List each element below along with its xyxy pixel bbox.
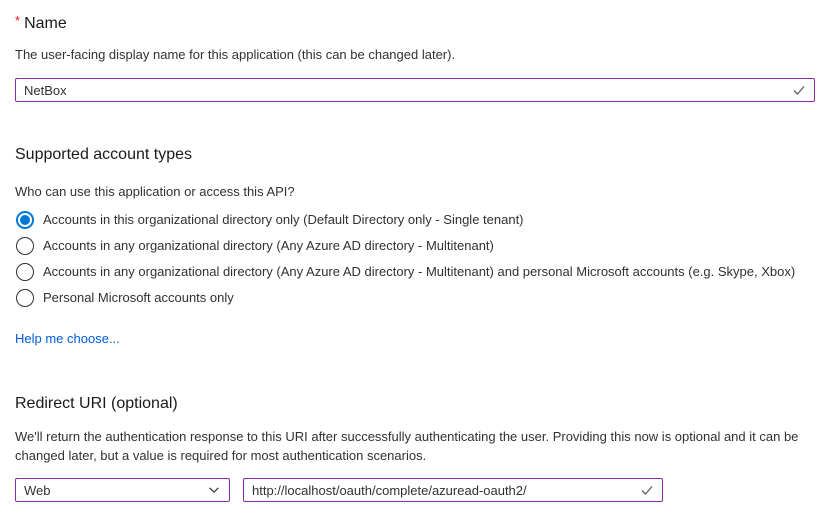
help-me-choose-link[interactable]: Help me choose...	[15, 331, 120, 346]
redirect-uri-section	[15, 395, 815, 502]
supported-account-types-section	[15, 146, 815, 347]
account-type-option-multitenant-personal[interactable]	[15, 259, 815, 285]
radio-selected-icon[interactable]	[16, 211, 34, 229]
platform-select-value: Web	[24, 482, 51, 498]
name-description: The user-facing display name for this application (this can be changed later).	[15, 47, 456, 62]
redirect-uri-input-container	[243, 478, 663, 502]
account-type-option-label: Accounts in any organizational directory (Any Azure AD directory - Multitenant)	[43, 238, 494, 253]
redirect-uri-row	[15, 478, 815, 502]
account-type-option-label: Accounts in any organizational directory (Any Azure AD directory - Multitenant) and personal Microsoft accounts (e.g. Skype, Xbox)	[43, 264, 796, 279]
account-types-title: Supported account types	[15, 146, 193, 163]
redirect-uri-description: We'll return the authentication response to this URI after successfully authenticating the user. Providing this now is optional and it can be changed later, but a value is required for most authentication scenarios.	[15, 429, 799, 463]
account-type-option-label: Personal Microsoft accounts only	[43, 290, 234, 305]
radio-unselected-icon[interactable]	[16, 289, 34, 307]
name-input[interactable]	[15, 78, 815, 102]
redirect-uri-input[interactable]	[243, 478, 663, 502]
chevron-down-icon[interactable]	[207, 483, 221, 497]
redirect-uri-title: Redirect URI (optional)	[15, 395, 178, 412]
name-title-text: Name	[24, 15, 67, 32]
account-type-option-label: Accounts in this organizational directory only (Default Directory only - Single tenant)	[43, 212, 524, 227]
radio-unselected-icon[interactable]	[16, 237, 34, 255]
platform-select[interactable]	[15, 478, 230, 502]
radio-unselected-icon[interactable]	[16, 263, 34, 281]
name-input-container	[15, 78, 815, 102]
required-asterisk: *	[15, 13, 21, 28]
account-type-option-single-tenant[interactable]	[15, 207, 815, 233]
account-types-radio-group	[15, 207, 815, 311]
account-types-question: Who can use this application or access this API?	[15, 184, 295, 199]
account-type-option-personal-only[interactable]	[15, 285, 815, 311]
account-type-option-multitenant[interactable]	[15, 233, 815, 259]
name-section-title	[15, 12, 815, 33]
